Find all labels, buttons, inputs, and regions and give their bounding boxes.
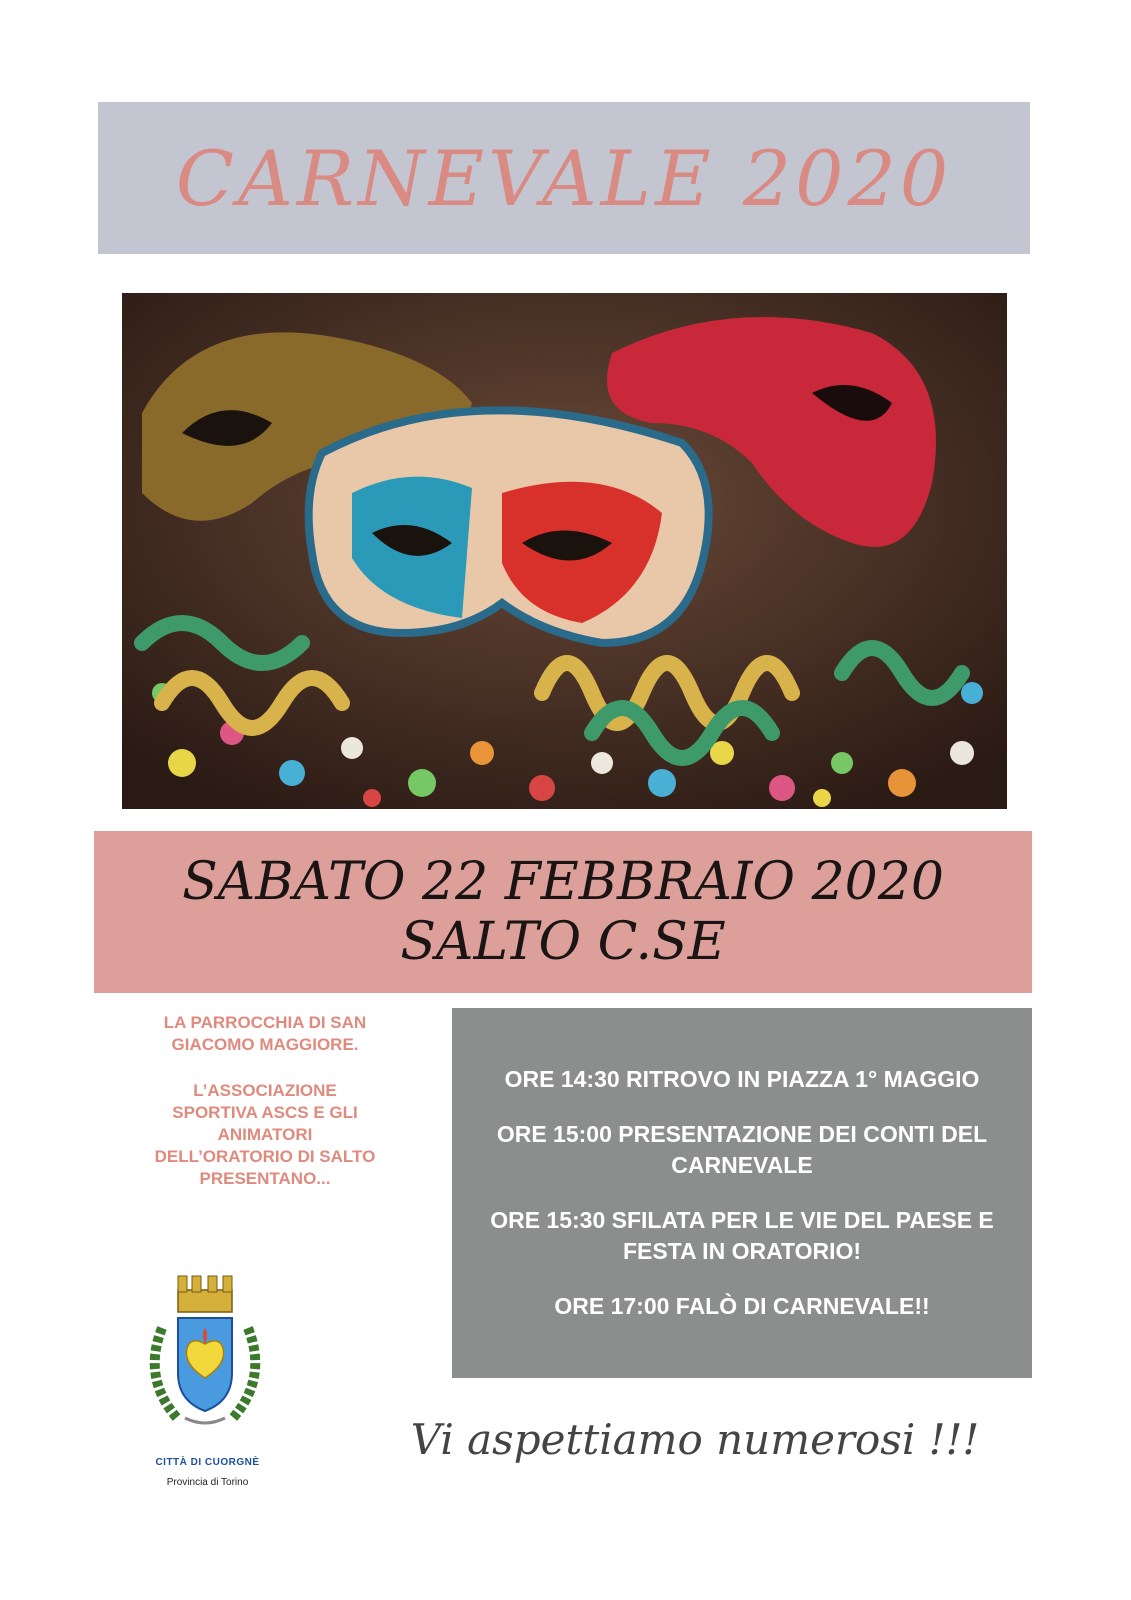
city-province: Provincia di Torino — [166, 1477, 249, 1488]
schedule-item: ORE 15:00 PRESENTAZIONE DEI CONTI DEL CARNEVALE — [496, 1121, 988, 1178]
schedule-item: ORE 15:30 SFILATA PER LE VIE DEL PAESE E FESTA IN ORATORIO! — [490, 1207, 994, 1264]
date-banner — [94, 831, 1032, 993]
city-caption — [120, 1457, 295, 1488]
schedule-item: ORE 17:00 FALÒ DI CARNEVALE!! — [554, 1293, 930, 1319]
city-crest-icon — [140, 1268, 270, 1433]
city-name: CITTÀ DI CUORGNÈ — [155, 1457, 260, 1468]
carnival-masks-photo — [122, 293, 1007, 809]
schedule-item: ORE 14:30 RITROVO IN PIAZZA 1° MAGGIO — [504, 1066, 980, 1092]
closing-message: Vi aspettiamo numerosi !!! — [410, 1415, 980, 1464]
event-location: SALTO C.SE — [400, 912, 726, 972]
schedule-panel — [452, 1008, 1032, 1378]
poster-title: CARNEVALE 2020 — [175, 133, 953, 223]
intro-paragraph: L’ASSOCIAZIONE SPORTIVA ASCS E GLI ANIMATORI DELL’ORATORIO DI SALTO PRESENTANO... — [154, 1081, 376, 1188]
title-banner — [98, 102, 1030, 254]
intro-paragraph: LA PARROCCHIA DI SAN GIACOMO MAGGIORE. — [163, 1013, 367, 1054]
event-date: SABATO 22 FEBBRAIO 2020 — [182, 852, 944, 912]
organizers-text — [150, 1012, 380, 1214]
